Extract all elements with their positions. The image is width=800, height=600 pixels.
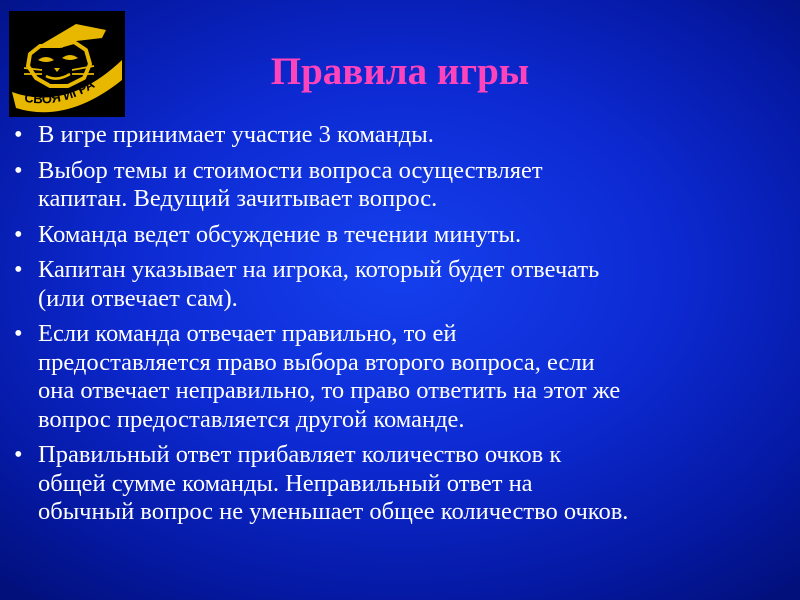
rule-text-line: капитан. Ведущий зачитывает вопрос. xyxy=(38,185,438,212)
logo-text: СВОЯ ИГРА xyxy=(23,76,97,107)
rule-text-line: вопрос предоставляется другой команде. xyxy=(38,405,465,433)
rule-text-line: Правильный ответ прибавляет количество очков к xyxy=(38,441,562,468)
bullet-icon: • xyxy=(14,441,23,468)
rule-text-line: (или отвечает сам). xyxy=(38,284,238,312)
rule-text-line: Выбор темы и стоимости вопроса осуществляет xyxy=(38,156,543,184)
rule-text-line: Если команда отвечает правильно, то ей xyxy=(38,320,457,347)
bullet-icon: • xyxy=(14,121,23,148)
logo xyxy=(9,11,125,117)
rule-item xyxy=(14,320,798,434)
bullet-icon: • xyxy=(14,220,23,248)
rule-text-line: В игре принимает участие 3 команды. xyxy=(38,121,434,148)
rule-item xyxy=(14,121,798,150)
rule-item xyxy=(14,256,798,313)
rule-text-line: общей сумме команды. Неправильный ответ на xyxy=(38,469,533,497)
rule-text-line: Капитан указывает на игрока, который будет отвечать xyxy=(38,256,600,283)
rule-text-line: обычный вопрос не уменьшает общее количество очков. xyxy=(38,498,629,525)
rule-item xyxy=(14,221,798,250)
bullet-icon: • xyxy=(14,256,23,283)
cat-logo-icon xyxy=(10,12,124,116)
slide-title: Правила игры xyxy=(270,50,530,93)
rule-item xyxy=(14,157,798,214)
rule-item xyxy=(14,441,798,527)
bullet-icon: • xyxy=(14,320,23,347)
rule-text-line: предоставляется право выбора второго вопроса, если xyxy=(38,348,595,376)
rules-list xyxy=(14,121,798,534)
rule-text-line: Команда ведет обсуждение в течении минуты. xyxy=(38,220,522,248)
bullet-icon: • xyxy=(14,156,23,184)
rule-text-line: она отвечает неправильно, то право ответить на этот же xyxy=(38,377,621,404)
